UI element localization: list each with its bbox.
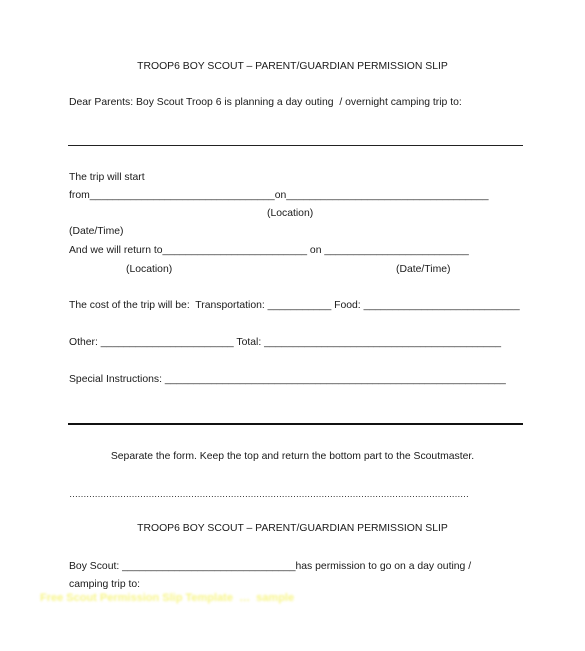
boy-scout-permission-line: Boy Scout: ______________________________has permission to go on a day outing / [69,561,472,572]
from-location-line: from________________________________on___________________________________ [69,190,489,201]
section-divider [68,423,523,425]
special-instructions-line: Special Instructions: ___________________________________________________________ [69,374,506,385]
date-time-label-2: (Date/Time) [396,264,451,275]
trip-start-label: The trip will start [69,172,145,183]
salutation-text: Dear Parents: Boy Scout Troop 6 is planning a day outing / overnight camping trip to: [69,97,462,108]
location-label-1: (Location) [267,208,314,219]
separate-instructions: Separate the form. Keep the top and return the bottom part to the Scoutmaster. [110,451,475,462]
return-line: And we will return to_________________________ on _________________________ [69,245,469,256]
cut-dotted-line: …………………………………………………………………………………………………………………………… [69,489,469,499]
form-title-bottom: TROOP6 BOY SCOUT – PARENT/GUARDIAN PERMISSION SLIP [137,523,448,534]
other-total-line: Other: _______________________ Total: _________________________________________ [69,337,502,348]
watermark-text: Free Scout Permission Slip Template … sample [40,592,295,604]
form-title: TROOP6 BOY SCOUT – PARENT/GUARDIAN PERMISSION SLIP [137,61,448,72]
location-label-2: (Location) [126,264,173,275]
destination-blank-line [68,145,523,146]
camping-trip-label: camping trip to: [69,579,141,590]
date-time-label-1: (Date/Time) [69,226,124,237]
cost-line: The cost of the trip will be: Transportation: ___________ Food: ___________________________ [69,300,520,311]
